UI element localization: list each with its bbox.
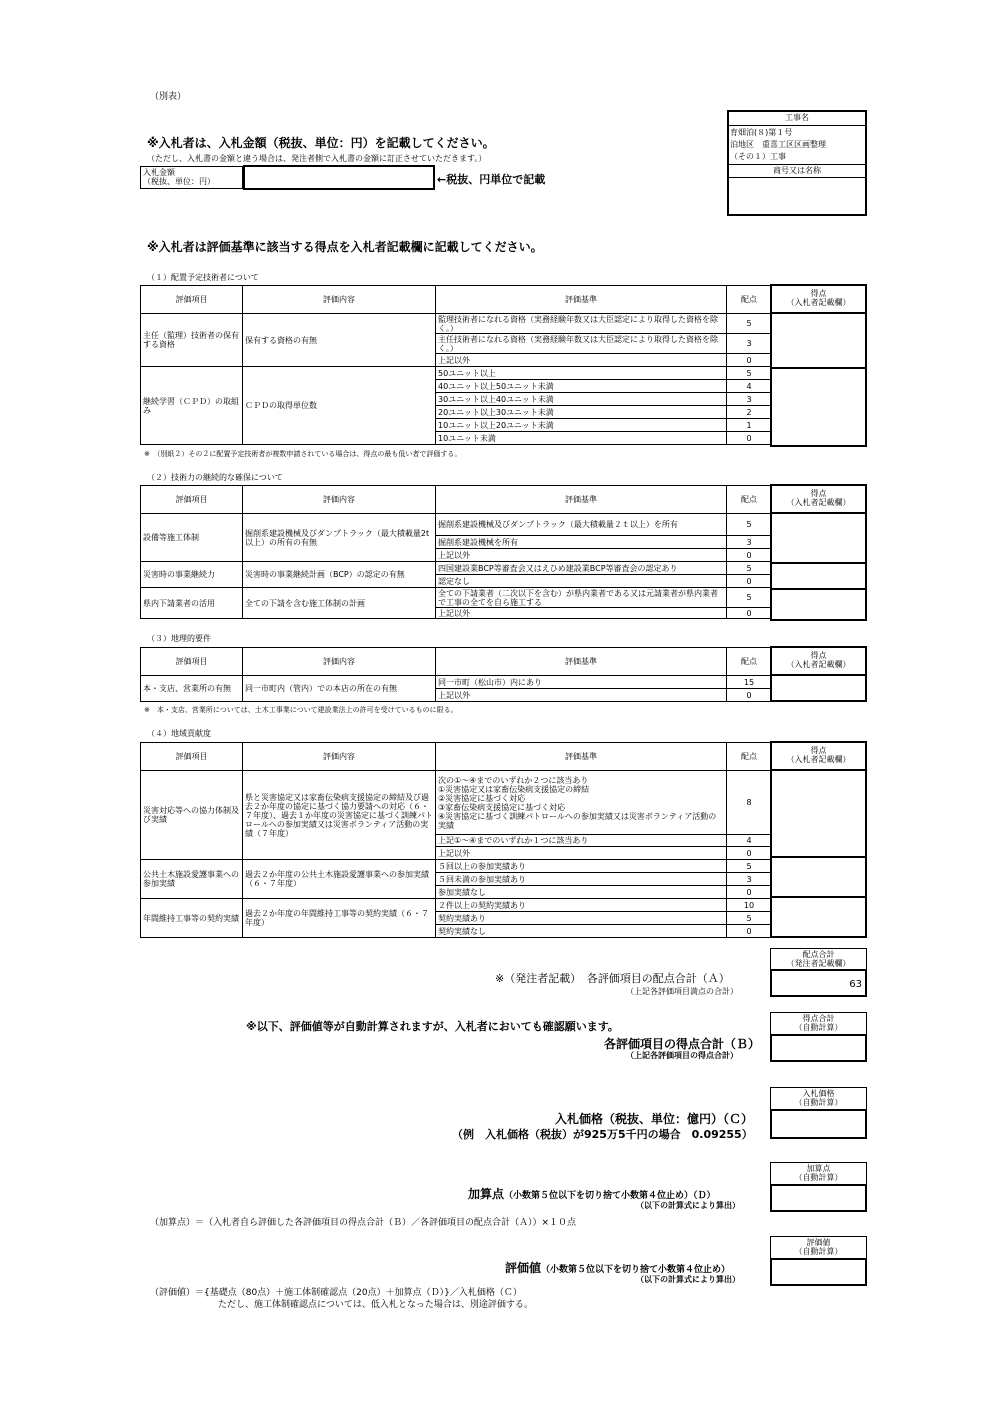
header-content: 評価内容	[243, 286, 436, 314]
criteria: ５回未満の参加実績あり	[436, 873, 727, 886]
points: 10	[727, 899, 772, 912]
b-total-label: 各評価項目の得点合計（Ｂ）	[604, 1037, 761, 1051]
header-item: 評価項目	[141, 648, 243, 676]
points: 3	[727, 536, 772, 549]
sec3-content1: 同一市町内（管内）での本店の所在の有無	[243, 676, 436, 702]
sec3-score1-input[interactable]	[770, 674, 867, 702]
criteria: 上記以外	[436, 608, 727, 619]
header-criteria: 評価基準	[436, 743, 727, 771]
criteria: 全ての下請業者（二次以下を含む）が県内業者である又は元請業者が県内業者で工事の全てを自ら施工する	[436, 588, 727, 608]
koji-name-2: 泊地区 重喜工区区画整理	[730, 140, 826, 149]
d-add-points-sub: （以下の計算式により算出）	[636, 1201, 740, 1210]
sec2-title: （２）技術力の継続的な確保について	[147, 473, 283, 482]
header-item: 評価項目	[141, 743, 243, 771]
points: 3	[727, 334, 772, 354]
points: 0	[727, 689, 772, 702]
header-criteria: 評価基準	[436, 486, 727, 514]
sec3-table	[140, 647, 772, 702]
bid-amount-input[interactable]	[243, 165, 435, 190]
header-item: 評価項目	[141, 486, 243, 514]
header-content: 評価内容	[243, 486, 436, 514]
annex-label: （別表）	[150, 92, 187, 102]
criteria: 四国建設業BCP等審査会又はえひめ建設業BCP等審査会の認定あり	[436, 562, 727, 575]
sec4-item2: 公共土木施設愛護事業への参加実績	[141, 860, 243, 899]
points: 3	[727, 873, 772, 886]
company-name-field[interactable]	[731, 181, 863, 213]
header-points: 配点	[727, 486, 772, 514]
e-formula-2: ただし、施工体制確認点については、低入札となった場合は、別途評価する。	[218, 1300, 533, 1310]
c-bid-price-label: 入札価格（税抜、単位：億円）（Ｃ）	[555, 1112, 754, 1126]
score-header: 得点 （入札者記載欄）	[770, 741, 867, 771]
sec2-content3: 全ての下請を含む施工体制の計画	[243, 588, 436, 619]
b-box-label: 得点合計 （自動計算）	[770, 1012, 867, 1035]
criteria: 上記①～④までのいずれか１つに該当あり	[436, 835, 727, 847]
sec4-content2: 過去２か年度の公共土木施設愛護事業への参加実績（６・７年度）	[243, 860, 436, 899]
company-label: 商号又は名称	[727, 164, 867, 178]
a-total-value: 63	[770, 969, 867, 997]
sec1-item2: 継続学習（ＣＰＤ）の取組み	[141, 367, 243, 445]
header-points: 配点	[727, 743, 772, 771]
sec2-table	[140, 485, 772, 619]
sec4-content1: 県と災害協定又は家畜伝染病支援協定の締結及び過去２か年度の協定に基づく協力要請への対応（６・７年度）、過去１か年度の災害協定に基づく訓練パトロールへの参加実績又は災害ボランティア活動の実績（７年度）	[243, 771, 436, 860]
criteria: 契約実績なし	[436, 925, 727, 938]
score-header: 得点 （入札者記載欄）	[770, 484, 867, 514]
sec2-content2: 災害時の事業継続計画（BCP）の認定の有無	[243, 562, 436, 588]
e-eval-sub: （以下の計算式により算出）	[636, 1275, 740, 1284]
points: 5	[727, 860, 772, 873]
e-box-label: 評価値 （自動計算）	[770, 1236, 867, 1259]
points: 5	[727, 514, 772, 536]
sec3-note: ※ 本・支店、営業所については、土木工事業について建設業法上の許可を受けているものに限る。	[144, 706, 458, 714]
sec4-score1-input[interactable]	[770, 769, 867, 858]
d-box-label: 加算点 （自動計算）	[770, 1162, 867, 1185]
sec2-score3-input[interactable]	[770, 588, 867, 621]
eval-notice: ※入札者は評価基準に該当する得点を入札者記載欄に記載してください。	[147, 240, 543, 254]
score-header: 得点 （入札者記載欄）	[770, 646, 867, 676]
points: 1	[727, 419, 772, 432]
c-bid-price-value	[770, 1109, 867, 1139]
criteria: ２件以上の契約実績あり	[436, 899, 727, 912]
points: 8	[727, 771, 772, 835]
bid-amount-label: 入札金額 （税抜、単位：円）	[140, 166, 243, 189]
criteria: 参加実績なし	[436, 886, 727, 899]
c-bid-price-sub: （例 入札価格（税抜）が925万5千円の場合 0.09255）	[452, 1128, 753, 1141]
criteria: 10ユニット以上20ユニット未満	[436, 419, 727, 432]
header-content: 評価内容	[243, 743, 436, 771]
e-eval-label: 評価値（小数第５位以下を切り捨て小数第４位止め）	[505, 1261, 731, 1275]
criteria: 認定なし	[436, 575, 727, 588]
points: 0	[727, 549, 772, 562]
criteria: 同一市町（松山市）内にあり	[436, 676, 727, 689]
points: 4	[727, 380, 772, 393]
criteria: 主任技術者になれる資格（実務経験年数又は大臣認定により取得した資格を除く。）	[436, 334, 727, 354]
criteria-multi: 次の①～④までのいずれか２つに該当あり ①災害協定又は家畜伝染病支援協定の締結 ②災害協定に基づく対応 ③家畜伝染病支援協定に基づく対応 ④災害協定に基づく訓練パトロールへの参加実績又は災害ボランティア活動の実績	[436, 771, 727, 835]
sec1-title: （１）配置予定技術者について	[147, 273, 259, 282]
criteria: 上記以外	[436, 354, 727, 367]
b-total-sub: （上記各評価項目の得点合計）	[626, 1051, 738, 1060]
points: 5	[727, 562, 772, 575]
koji-label: 工事名	[727, 111, 867, 126]
criteria: 30ユニット以上40ユニット未満	[436, 393, 727, 406]
criteria: 10ユニット未満	[436, 432, 727, 445]
koji-name-1: 育畑泊(８)第１号	[730, 128, 793, 137]
criteria: 掘削系建設機械及びダンプトラック（最大積載量２ｔ以上）を所有	[436, 514, 727, 536]
score-header: 得点 （入札者記載欄）	[770, 284, 867, 314]
sec2-score2-input[interactable]	[770, 562, 867, 590]
sec1-content1: 保有する資格の有無	[243, 314, 436, 367]
header-points: 配点	[727, 648, 772, 676]
sec1-table	[140, 285, 772, 445]
points: 0	[727, 608, 772, 619]
sec3-item1: 本・支店、営業所の有無	[141, 676, 243, 702]
points: 15	[727, 676, 772, 689]
sec3-title: （３）地理的要件	[147, 634, 211, 643]
points: 0	[727, 575, 772, 588]
criteria: 契約実績あり	[436, 912, 727, 925]
sec4-title: （４）地域貢献度	[147, 729, 211, 738]
header-points: 配点	[727, 286, 772, 314]
points: 5	[727, 314, 772, 334]
sec2-content1: 掘削系建設機械及びダンプトラック（最大積載量2t以上）の所有の有無	[243, 514, 436, 562]
sec1-content2: ＣＰＤの取得単位数	[243, 367, 436, 445]
bid-notice: ※入札者は、入札金額（税抜、単位：円）を記載してください。	[147, 136, 495, 150]
d-add-points-label: 加算点（小数第５位以下を切り捨て小数第４位止め）（Ｄ）	[468, 1187, 716, 1201]
criteria: 20ユニット以上30ユニット未満	[436, 406, 727, 419]
header-criteria: 評価基準	[436, 648, 727, 676]
koji-name-3: （その１）工事	[730, 152, 786, 161]
points: 5	[727, 588, 772, 608]
e-eval-value	[770, 1258, 867, 1286]
points: 5	[727, 912, 772, 925]
sec4-content3: 過去２か年度の年間維持工事等の契約実績（６・７年度）	[243, 899, 436, 938]
sec4-item3: 年間維持工事等の契約実績	[141, 899, 243, 938]
b-total-value	[770, 1034, 867, 1062]
criteria: 監理技術者になれる資格（実務経験年数又は大臣認定により取得した資格を除く。）	[436, 314, 727, 334]
bid-arrow-note: ←税抜、円単位で記載	[437, 173, 546, 186]
points: 0	[727, 432, 772, 445]
a-total-label: ※（発注者記載） 各評価項目の配点合計（Ａ）	[495, 972, 730, 985]
criteria: 上記以外	[436, 549, 727, 562]
d-add-points-value	[770, 1184, 867, 1212]
a-total-sub: （上記各評価項目満点の合計）	[626, 987, 738, 996]
points: 0	[727, 925, 772, 938]
sec4-item1: 災害対応等への協力体制及び実績	[141, 771, 243, 860]
points: 5	[727, 367, 772, 380]
header-item: 評価項目	[141, 286, 243, 314]
sec1-item1: 主任（監理）技術者の保有する資格	[141, 314, 243, 367]
sec4-table	[140, 742, 772, 938]
e-formula-1: （評価値）＝{基礎点（80点）＋施工体制確認点（20点）＋加算点（Ｄ）}／入札価格（Ｃ）	[150, 1288, 522, 1298]
sec4-score2-input[interactable]	[770, 856, 867, 898]
criteria: 50ユニット以上	[436, 367, 727, 380]
a-box-label: 配点合計 （発注者記載欄）	[770, 948, 867, 970]
sec2-item2: 災害時の事業継続力	[141, 562, 243, 588]
criteria: 上記以外	[436, 689, 727, 702]
criteria: 掘削系建設機械を所有	[436, 536, 727, 549]
sec4-score3-input[interactable]	[770, 896, 867, 938]
points: 0	[727, 354, 772, 367]
sec1-note: ※ （別紙２）その２に配置予定技術者が複数申請されている場合は、得点の最も低い者で評価する。	[144, 450, 462, 458]
sec2-item1: 設備等施工体制	[141, 514, 243, 562]
sec2-score1-input[interactable]	[770, 512, 867, 564]
criteria: ５回以上の参加実績あり	[436, 860, 727, 873]
bid-sub-notice: （ただし、入札書の金額と違う場合は、発注者側で入札書の金額に訂正させていただきます。）	[147, 154, 487, 163]
header-content: 評価内容	[243, 648, 436, 676]
header-criteria: 評価基準	[436, 286, 727, 314]
criteria: 40ユニット以上50ユニット未満	[436, 380, 727, 393]
sec1-score1-input[interactable]	[770, 312, 867, 369]
points: 4	[727, 835, 772, 847]
points: 2	[727, 406, 772, 419]
points: 0	[727, 847, 772, 860]
d-formula: （加算点）＝（入札者自ら評価した各評価項目の得点合計（Ｂ）／各評価項目の配点合計（Ａ））×１０点	[150, 1218, 577, 1228]
c-box-label: 入札価格 （自動計算）	[770, 1087, 867, 1110]
points: 0	[727, 886, 772, 899]
sec1-score2-input[interactable]	[770, 367, 867, 447]
sec2-item3: 県内下請業者の活用	[141, 588, 243, 619]
points: 3	[727, 393, 772, 406]
criteria: 上記以外	[436, 847, 727, 860]
auto-calc-notice: ※以下、評価値等が自動計算されますが、入札者においても確認願います。	[246, 1020, 619, 1033]
